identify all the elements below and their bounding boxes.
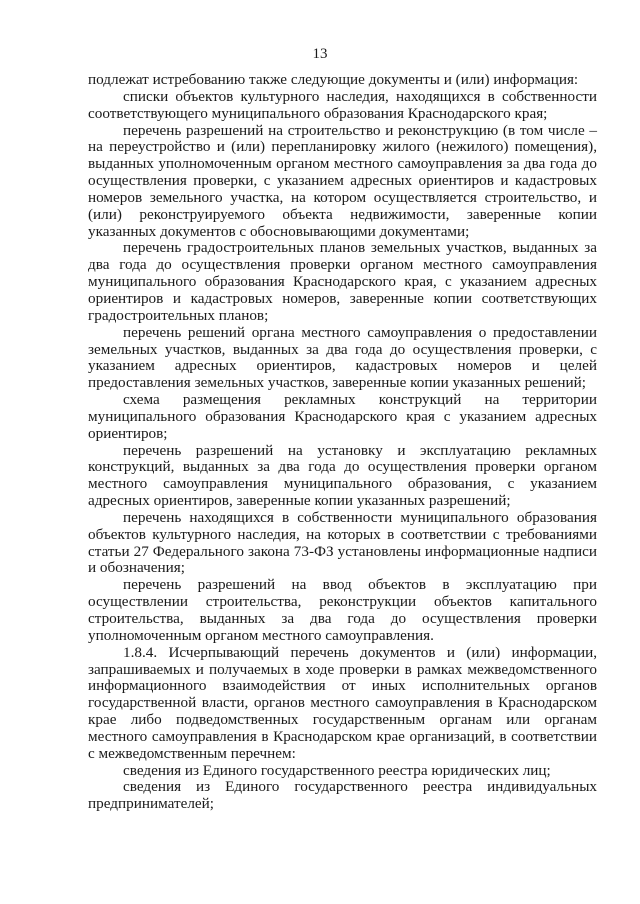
- paragraph: 1.8.4. Исчерпывающий перечень документов и (или) информации, запрашиваемых и получаемых в ходе проверки в рамках межведомственного информационного взаимодействия от иных исполнительных органов государственной власти, органов местного самоуправления в Краснодарском крае либо подведомственных государственным органам или органам местного самоуправления в Краснодарском крае организаций, в соответствии с межведомственным перечнем:: [88, 643, 597, 762]
- paragraph: перечень разрешений на ввод объектов в эксплуатацию при осуществлении строительства, реконструкции объектов капитального строительства, выданных за два года до осуществления проверки уполномоченным органом местного самоуправления.: [88, 576, 597, 644]
- paragraph: перечень разрешений на установку и эксплуатацию рекламных конструкций, выданных за два года до осуществления проверки органом местного самоуправления муниципального образования, с указанием адресных ориентиров, заверенные копии указанных разрешений;: [88, 441, 597, 510]
- paragraph: сведения из Единого государственного реестра индивидуальных предпринимателей;: [88, 778, 597, 813]
- paragraph: перечень разрешений на строительство и реконструкцию (в том числе – на переустройство и (или) перепланировку жилого (нежилого) помещения), выданных уполномоченным органом местного самоуправления за два года до осуществления проверки, с указанием адресных ориентиров и кадастровых номеров земельного участка, на котором осуществляется строительство, и (или) реконструируемого объекта недвижимости, заверенные копии указанных документов с обосновывающими документами;: [88, 121, 597, 240]
- paragraph: сведения из Единого государственного реестра юридических лиц;: [123, 761, 551, 779]
- document-body: [88, 72, 597, 813]
- paragraph: перечень градостроительных планов земельных участков, выданных за два года до осуществления проверки органом местного самоуправления муниципального образования Краснодарского края, с указанием адресных ориентиров и кадастровых номеров, заверенные копии соответствующих градостроительных планов;: [88, 239, 597, 324]
- paragraph: подлежат истребованию также следующие документы и (или) информация:: [88, 71, 579, 88]
- paragraph: перечень находящихся в собственности муниципального образования объектов культурного наследия, на которых в соответствии с требованиями статьи 27 Федерального закона 73-ФЗ установлены информационные надписи и обозначения;: [88, 508, 597, 577]
- paragraph: схема размещения рекламных конструкций на территории муниципального образования Краснодарского края с указанием адресных ориентиров;: [88, 391, 597, 442]
- page-number: 13: [312, 46, 328, 62]
- paragraph: перечень решений органа местного самоуправления о предоставлении земельных участков, выданных за два года до осуществления проверки, с указанием адресных ориентиров, кадастровых номеров и целей предоставления земельных участков, заверенные копии указанных решений;: [88, 323, 597, 392]
- paragraph: списки объектов культурного наследия, находящихся в собственности соответствующего муниципального образования Краснодарского края;: [88, 87, 597, 122]
